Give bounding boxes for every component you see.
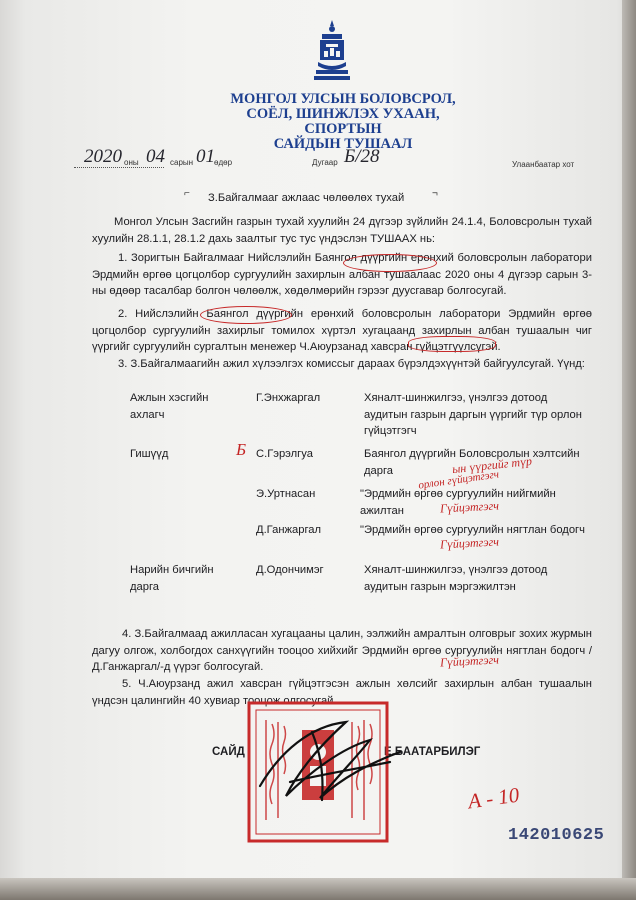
item-1: 1. Зоригтын Байгалмааг Нийслэлийн Баянгол дүүргийн ерөнхий боловсролын лаборатори Эрдмийн өргөө цогцолбор сургуулийн захирлын албан тушаалаас 2020 оны 4 дүгээр сарын 3-ны өдөөр тасалбар болгон чөлөөлж, хөдөлмөрийн гэрээг дуусгавар болгосугай. [92,252,592,297]
highlight-oval-2 [200,306,292,324]
item-2: 2. Нийслэлийн Баянгол дүүргийн ерөнхий боловсролын лаборатори Эрдмийн өргөө цогцолбор сургуулийн захирлыг томилох хүртэл хугацаанд захирлын албан тушаалын чиг үүргийг сургуулийн сургалтын менежер Ч.Аюурзанад хавсран гүйцэтгүүлсүгэй. [92,308,592,353]
member-3-position: "Эрдмийн өргөө сургуулийн нягтлан бодогч [360,524,585,536]
item-3: 3. З.Байгалмаагийн ажил хүлээлгэх комиссыг дараах бүрэлдэхүүнтэй байгуулсугай. Үүнд: [118,358,585,370]
note-member-1-b: орлон гүйцэтгэгч [417,468,500,492]
secretary-position: Хяналт-шинжилгээ, үнэлгээ дотоод аудитын газрын мэргэжилтэн [364,564,548,593]
registration-number: 142010625 [508,826,605,845]
ministry-heading [210,92,476,152]
ministry-line-3: САЙДЫН ТУШААЛ [273,136,413,152]
item-4: 4. З.Байгалмаад ажилласан хугацааны цалин, ээлжийн амралтын олговрыг зохих журмын дагуу олгож, холбогдох санхүүгийн тооцоо хийхийг Эрдмийн өргөө сургуулийн нягтлан бодогч /Д.Ганжаргал/-д үүрэг болгосугай. [92,628,592,673]
member-3-name: Д.Ганжаргал [256,524,322,536]
signatory-name: Е.БААТАРБИЛЭГ [384,746,481,758]
chair-name: Г.Энхжаргал [256,392,321,404]
highlight-oval-3 [408,336,496,352]
correction-b-mark: Б [236,440,247,459]
note-member-2: Гүйцэтгэгч [439,498,500,516]
note-member-3: Гүйцэтгэгч [439,534,500,552]
date-day: 01 [196,146,215,167]
member-2-name: Э.Уртнасан [256,488,316,500]
date-month-suffix: сарын [170,158,194,167]
chair-role: Ажлын хэсгийн ахлагч [130,392,209,421]
handwritten-signature [250,712,410,804]
page-note: А - 10 [466,782,521,814]
mongolia-state-emblem-icon [312,18,352,82]
ministry-line-1: МОНГОЛ УЛСЫН БОЛОВСРОЛ, [230,91,456,107]
member-1-name: С.Гэрэлгуа [256,448,313,460]
secretary-name: Д.Одончимэг [256,564,324,576]
date-month: 04 [146,146,165,167]
note-item-4: Гүйцэтгэгч [439,652,500,670]
highlight-oval-1 [343,254,437,272]
member-1-position: Баянгол дүүргийн Боловсролын хэлтсийн дарга [364,448,580,477]
preamble: Монгол Улсын Засгийн газрын тухай хуулийн 24 дүгээр зүйлийн 24.1.4, Боловсролын тухай хуулийн 28.1.1, 28.1.2 дахь заалтыг тус тус үндэслэн ТУШААХ нь: [92,216,592,245]
chair-position: Хяналт-шинжилгээ, үнэлгээ дотоод аудитын газрын даргын үүргийг түр орлон гүйцэтгэгч [364,392,582,437]
date-day-suffix: өдөр [214,158,233,167]
item-5: 5. Ч.Аюурзанд ажил хавсран гүйцэтгэсэн ажлын хөлсийг захирлын албан тушаалын үндсэн цалингийн 40 хувиар тооцож олгосугай. [92,678,592,707]
member-2-position: "Эрдмийн өргөө сургуулийн нийгмийн ажилтан [360,488,556,517]
note-member-1-a: ын үүргийг түр [451,453,533,477]
date-year: 2020 [84,146,122,167]
date-year-suffix: оны [124,158,139,167]
members-role: Гишүүд [130,448,169,460]
number-label: Дугаар [312,158,338,167]
corner-mark-right: ¬ [432,188,438,199]
subject-line: З.Байгалмааг ажлаас чөлөөлөх тухай [208,192,405,204]
secretary-role: Нарийн бичгийн дарга [130,564,214,593]
city-label: Улаанбаатар хот [512,160,575,169]
signatory-title: САЙД [212,746,245,758]
ministry-line-2: СОЁЛ, ШИНЖЛЭХ УХААН, СПОРТЫН [246,106,440,137]
corner-mark-left: ⌐ [184,188,190,199]
order-number: Б/28 [344,146,380,167]
